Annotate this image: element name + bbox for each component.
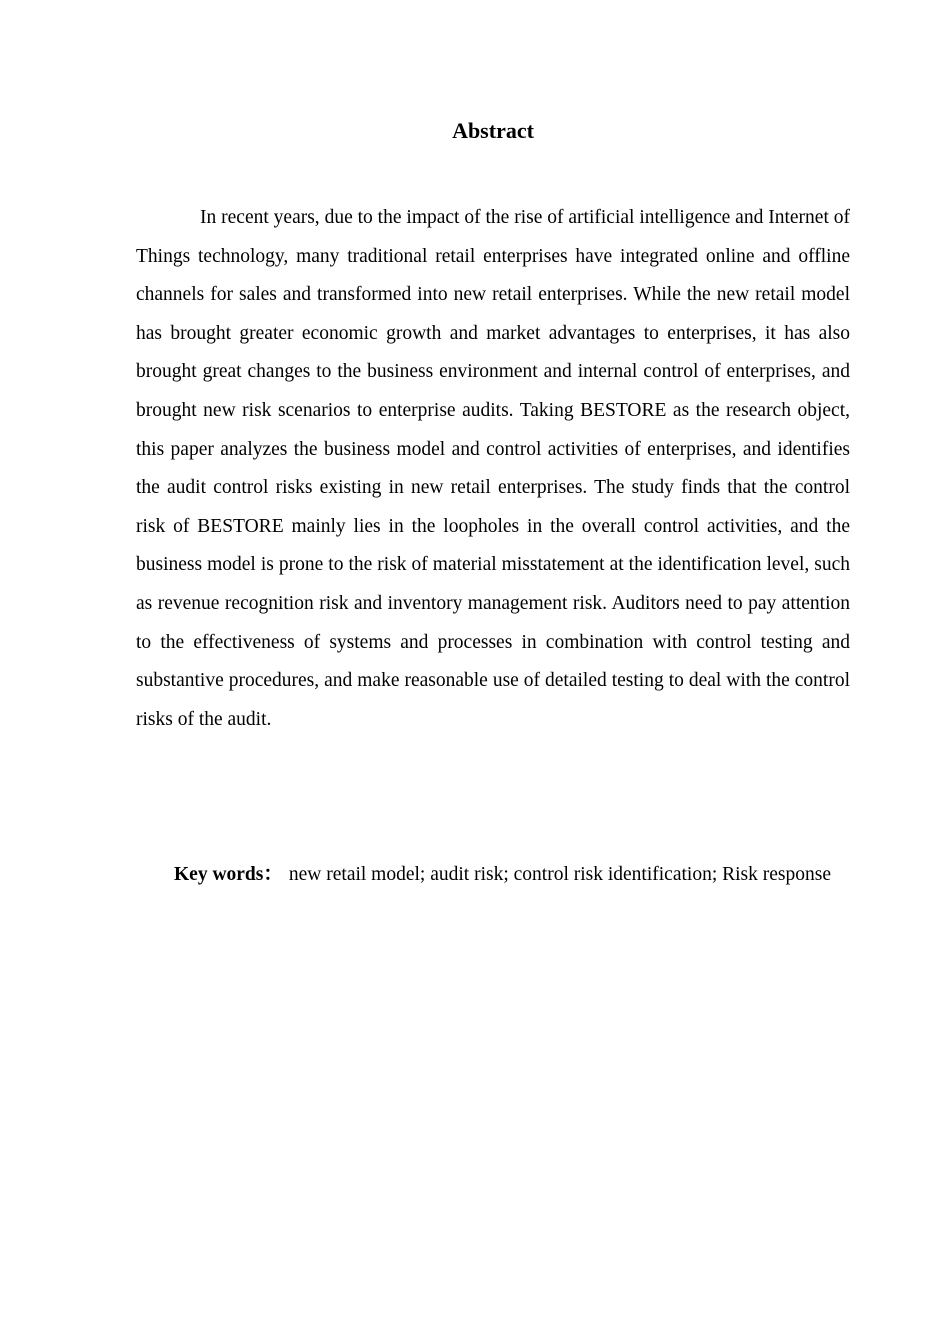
keywords-text: new retail model; audit risk; control risk identification; Risk response [288, 864, 831, 885]
abstract-title: Abstract [452, 118, 534, 143]
keywords-separator: ： [263, 864, 283, 885]
abstract-body: In recent years, due to the impact of the rise of artificial intelligence and Internet of Things technology, many traditional retail enterprises have integrated online and offline channels for sales and transformed into new retail enterprises. While the new retail model has brought greater economic growth and market advantages to enterprises, it has also brought great changes to the business environment and internal control of enterprises, and brought new risk scenarios to enterprise audits. Taking BESTORE as the research object, this paper analyzes the business model and control activities of enterprises, and identifies the audit control risks existing in new retail enterprises. The study finds that the control risk of BESTORE mainly lies in the loopholes in the overall control activities, and the business model is prone to the risk of material misstatement at the identification level, such as revenue recognition risk and inventory management risk. Auditors need to pay attention to the effectiveness of systems and processes in combination with control testing and substantive procedures, and make reasonable use of detailed testing to deal with the control risks of the audit. [136, 207, 850, 730]
keywords-paragraph [136, 856, 850, 895]
keywords-label: Key words [174, 864, 264, 885]
